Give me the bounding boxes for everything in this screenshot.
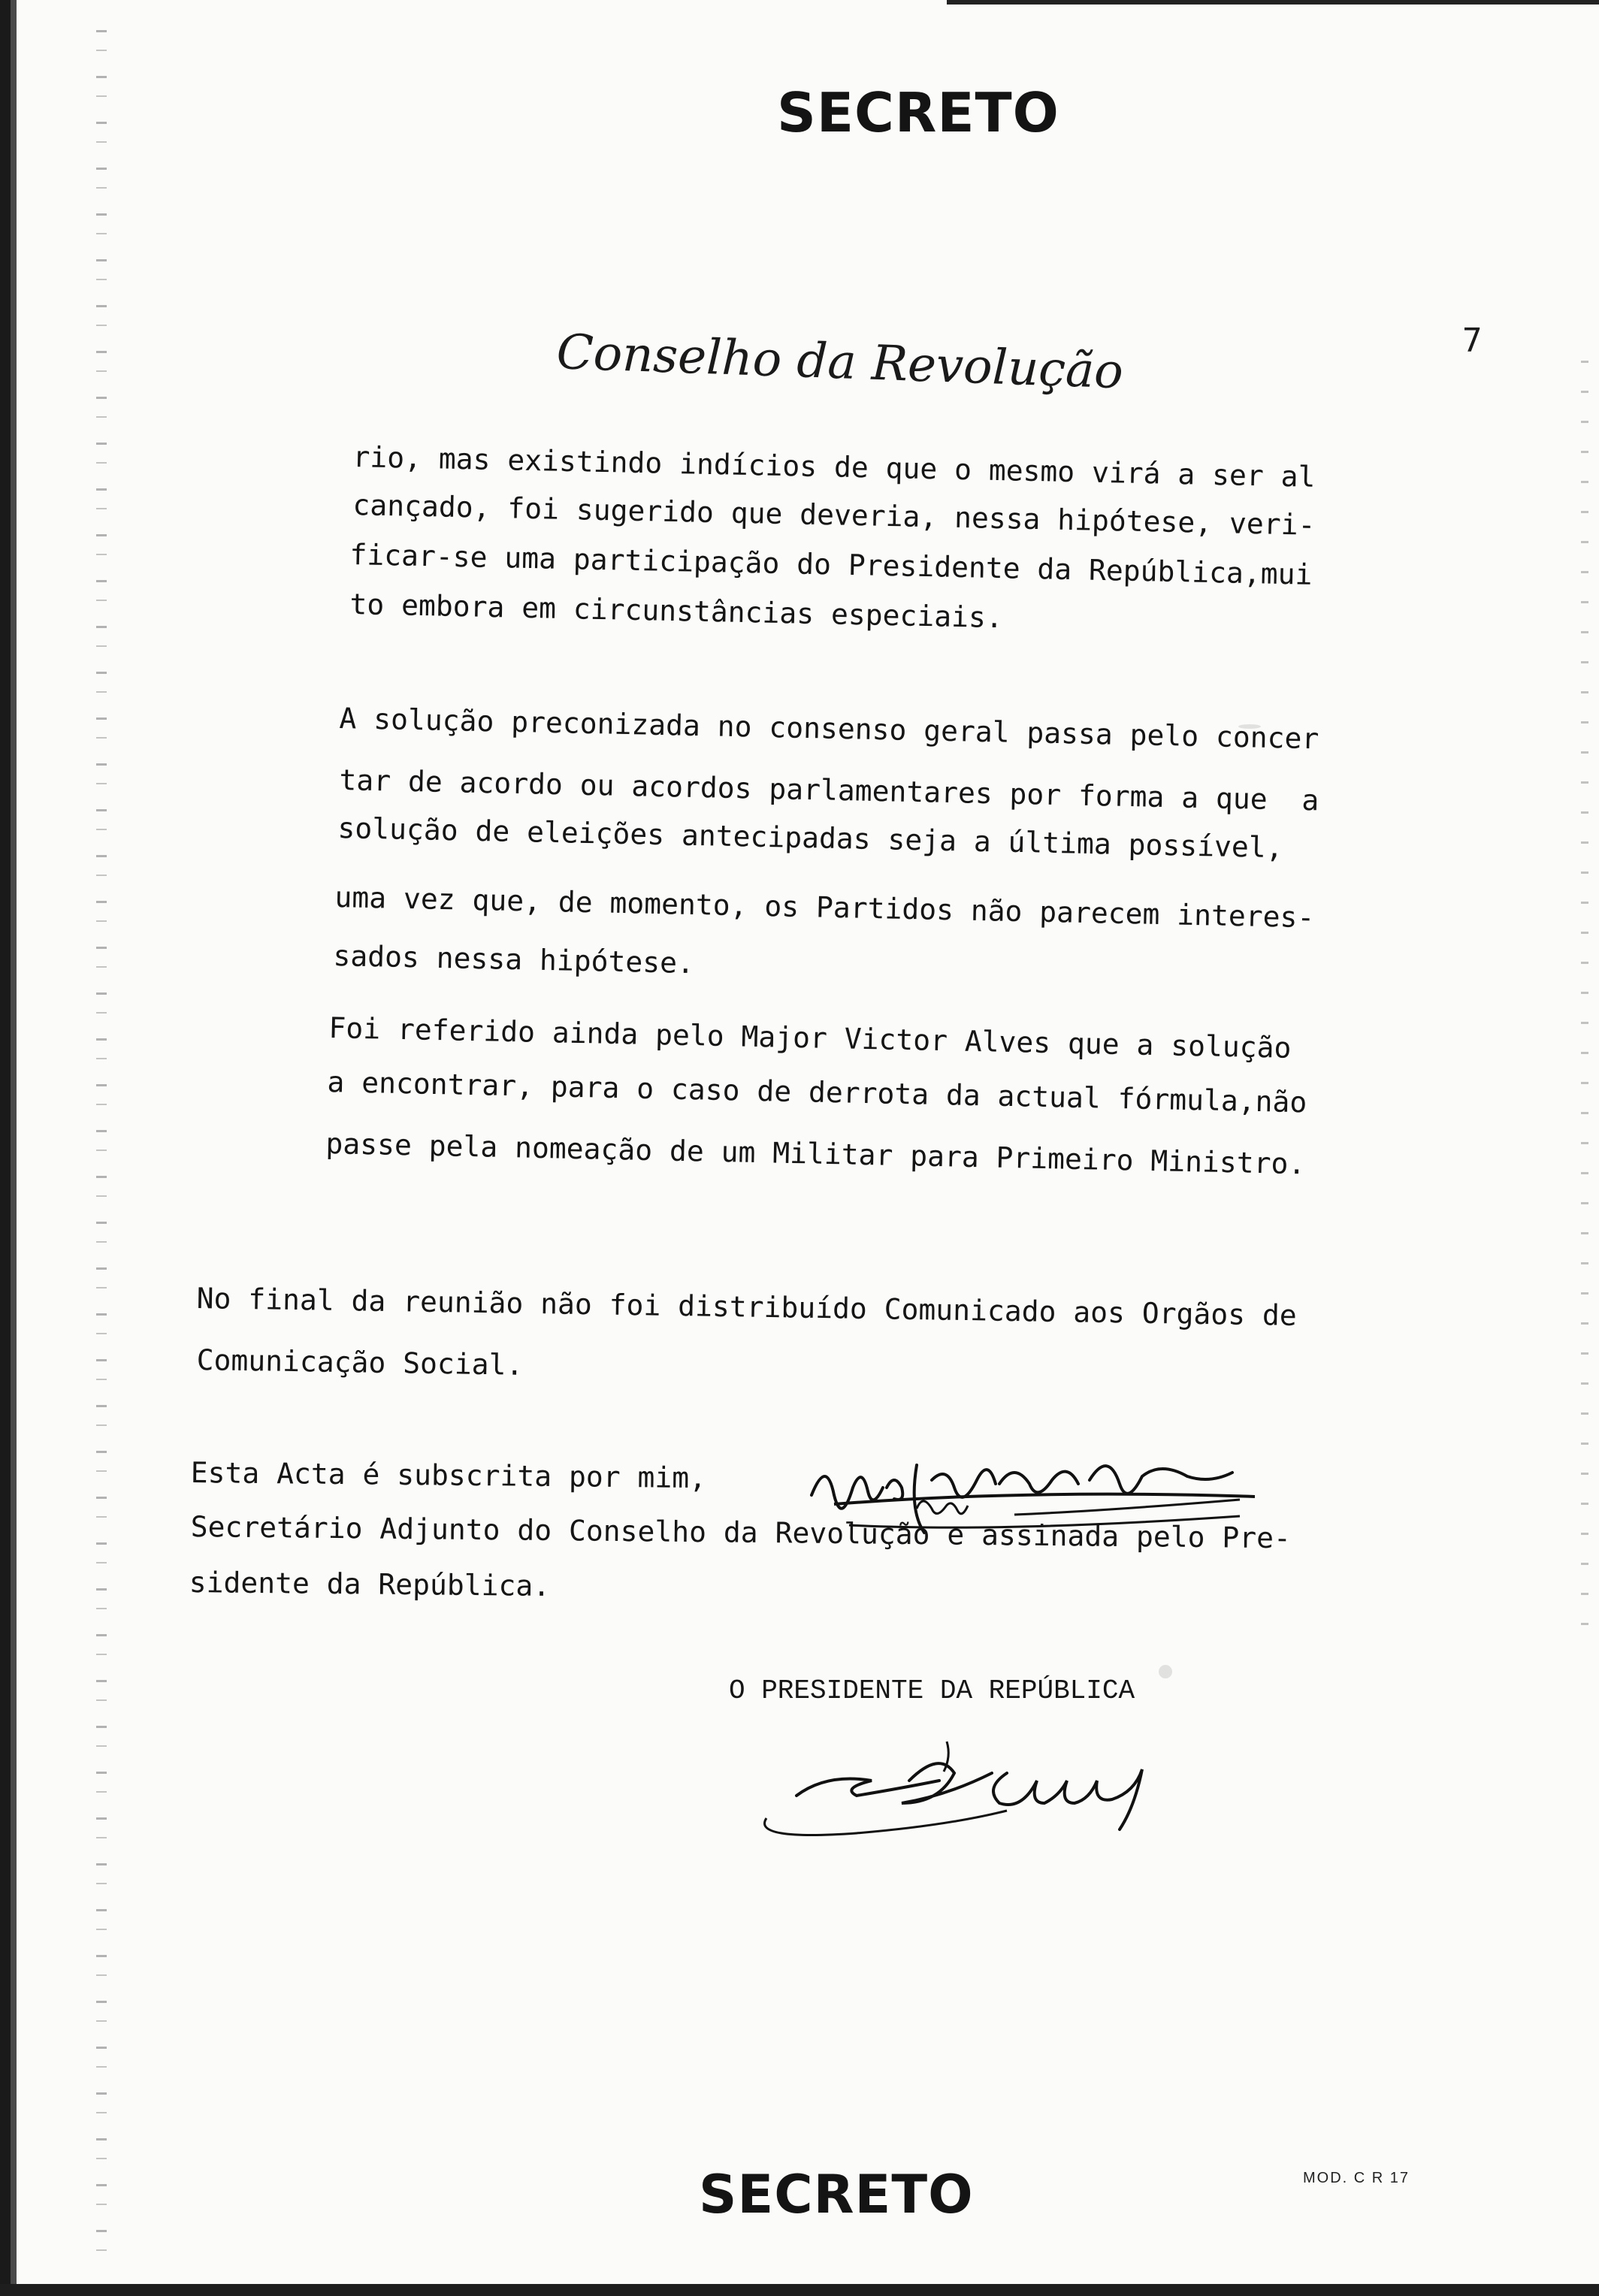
text-line: Comunicação Social. (196, 1343, 524, 1382)
scan-smudge (1238, 724, 1261, 729)
text-line: No final da reunião não foi distribuído Comunicado aos Orgãos de (196, 1282, 1298, 1332)
text-line: a encontrar, para o caso de derrota da actual fórmula,não (327, 1065, 1307, 1119)
letterhead-script (555, 308, 1125, 406)
scan-edge-bottom (0, 2284, 1599, 2296)
classification-stamp-top: SECRETO (777, 81, 1059, 144)
secretary-signature (804, 1443, 1270, 1563)
scan-smudge (1159, 1665, 1172, 1678)
text-line: cançado, foi sugerido que deveria, nessa hipótese, veri- (352, 488, 1316, 542)
text-line: Secretário Adjunto do Conselho da Revolução e assinada pelo Pre- (190, 1510, 1292, 1555)
text-line: uma vez que, de momento, os Partidos não parecem interes- (334, 881, 1315, 935)
binding-marks-right (1581, 361, 1588, 1638)
text-line: Foi referido ainda pelo Major Victor Alves que a solução (328, 1011, 1292, 1065)
text-line: A solução preconizada no consenso geral passa pelo concer (339, 702, 1319, 756)
scan-edge-top (947, 0, 1599, 5)
scan-edge-shadow (11, 0, 17, 2296)
text-line: sidente da República. (189, 1566, 551, 1603)
text-line: rio, mas existindo indícios de que o mesmo virá a ser al (352, 440, 1316, 494)
form-code: MOD. C R 17 (1303, 2170, 1410, 2186)
text-line: ficar-se uma participação do Presidente da República,mui (349, 538, 1313, 591)
president-signature (751, 1728, 1277, 1848)
text-line: passe pela nomeação de um Militar para Primeiro Ministro. (325, 1127, 1306, 1181)
text-line: tar de acordo ou acordos parlamentares por forma a que a (339, 763, 1319, 817)
text-line: sados nessa hipótese. (333, 939, 695, 980)
text-line: solução de eleições antecipadas seja a última possível, (337, 811, 1284, 865)
signature-title: O PRESIDENTE DA REPÚBLICA (729, 1675, 1135, 1706)
text-line: Esta Acta é subscrita por mim, (190, 1456, 707, 1495)
text-line: to embora em circunstâncias especiais. (349, 588, 1004, 635)
classification-stamp-bottom: SECRETO (699, 2164, 974, 2225)
binding-marks-left (96, 30, 107, 2269)
letterhead-text: Conselho da Revolução (555, 325, 1125, 400)
scan-edge-left (0, 0, 11, 2296)
page-number: 7 (1462, 322, 1483, 360)
